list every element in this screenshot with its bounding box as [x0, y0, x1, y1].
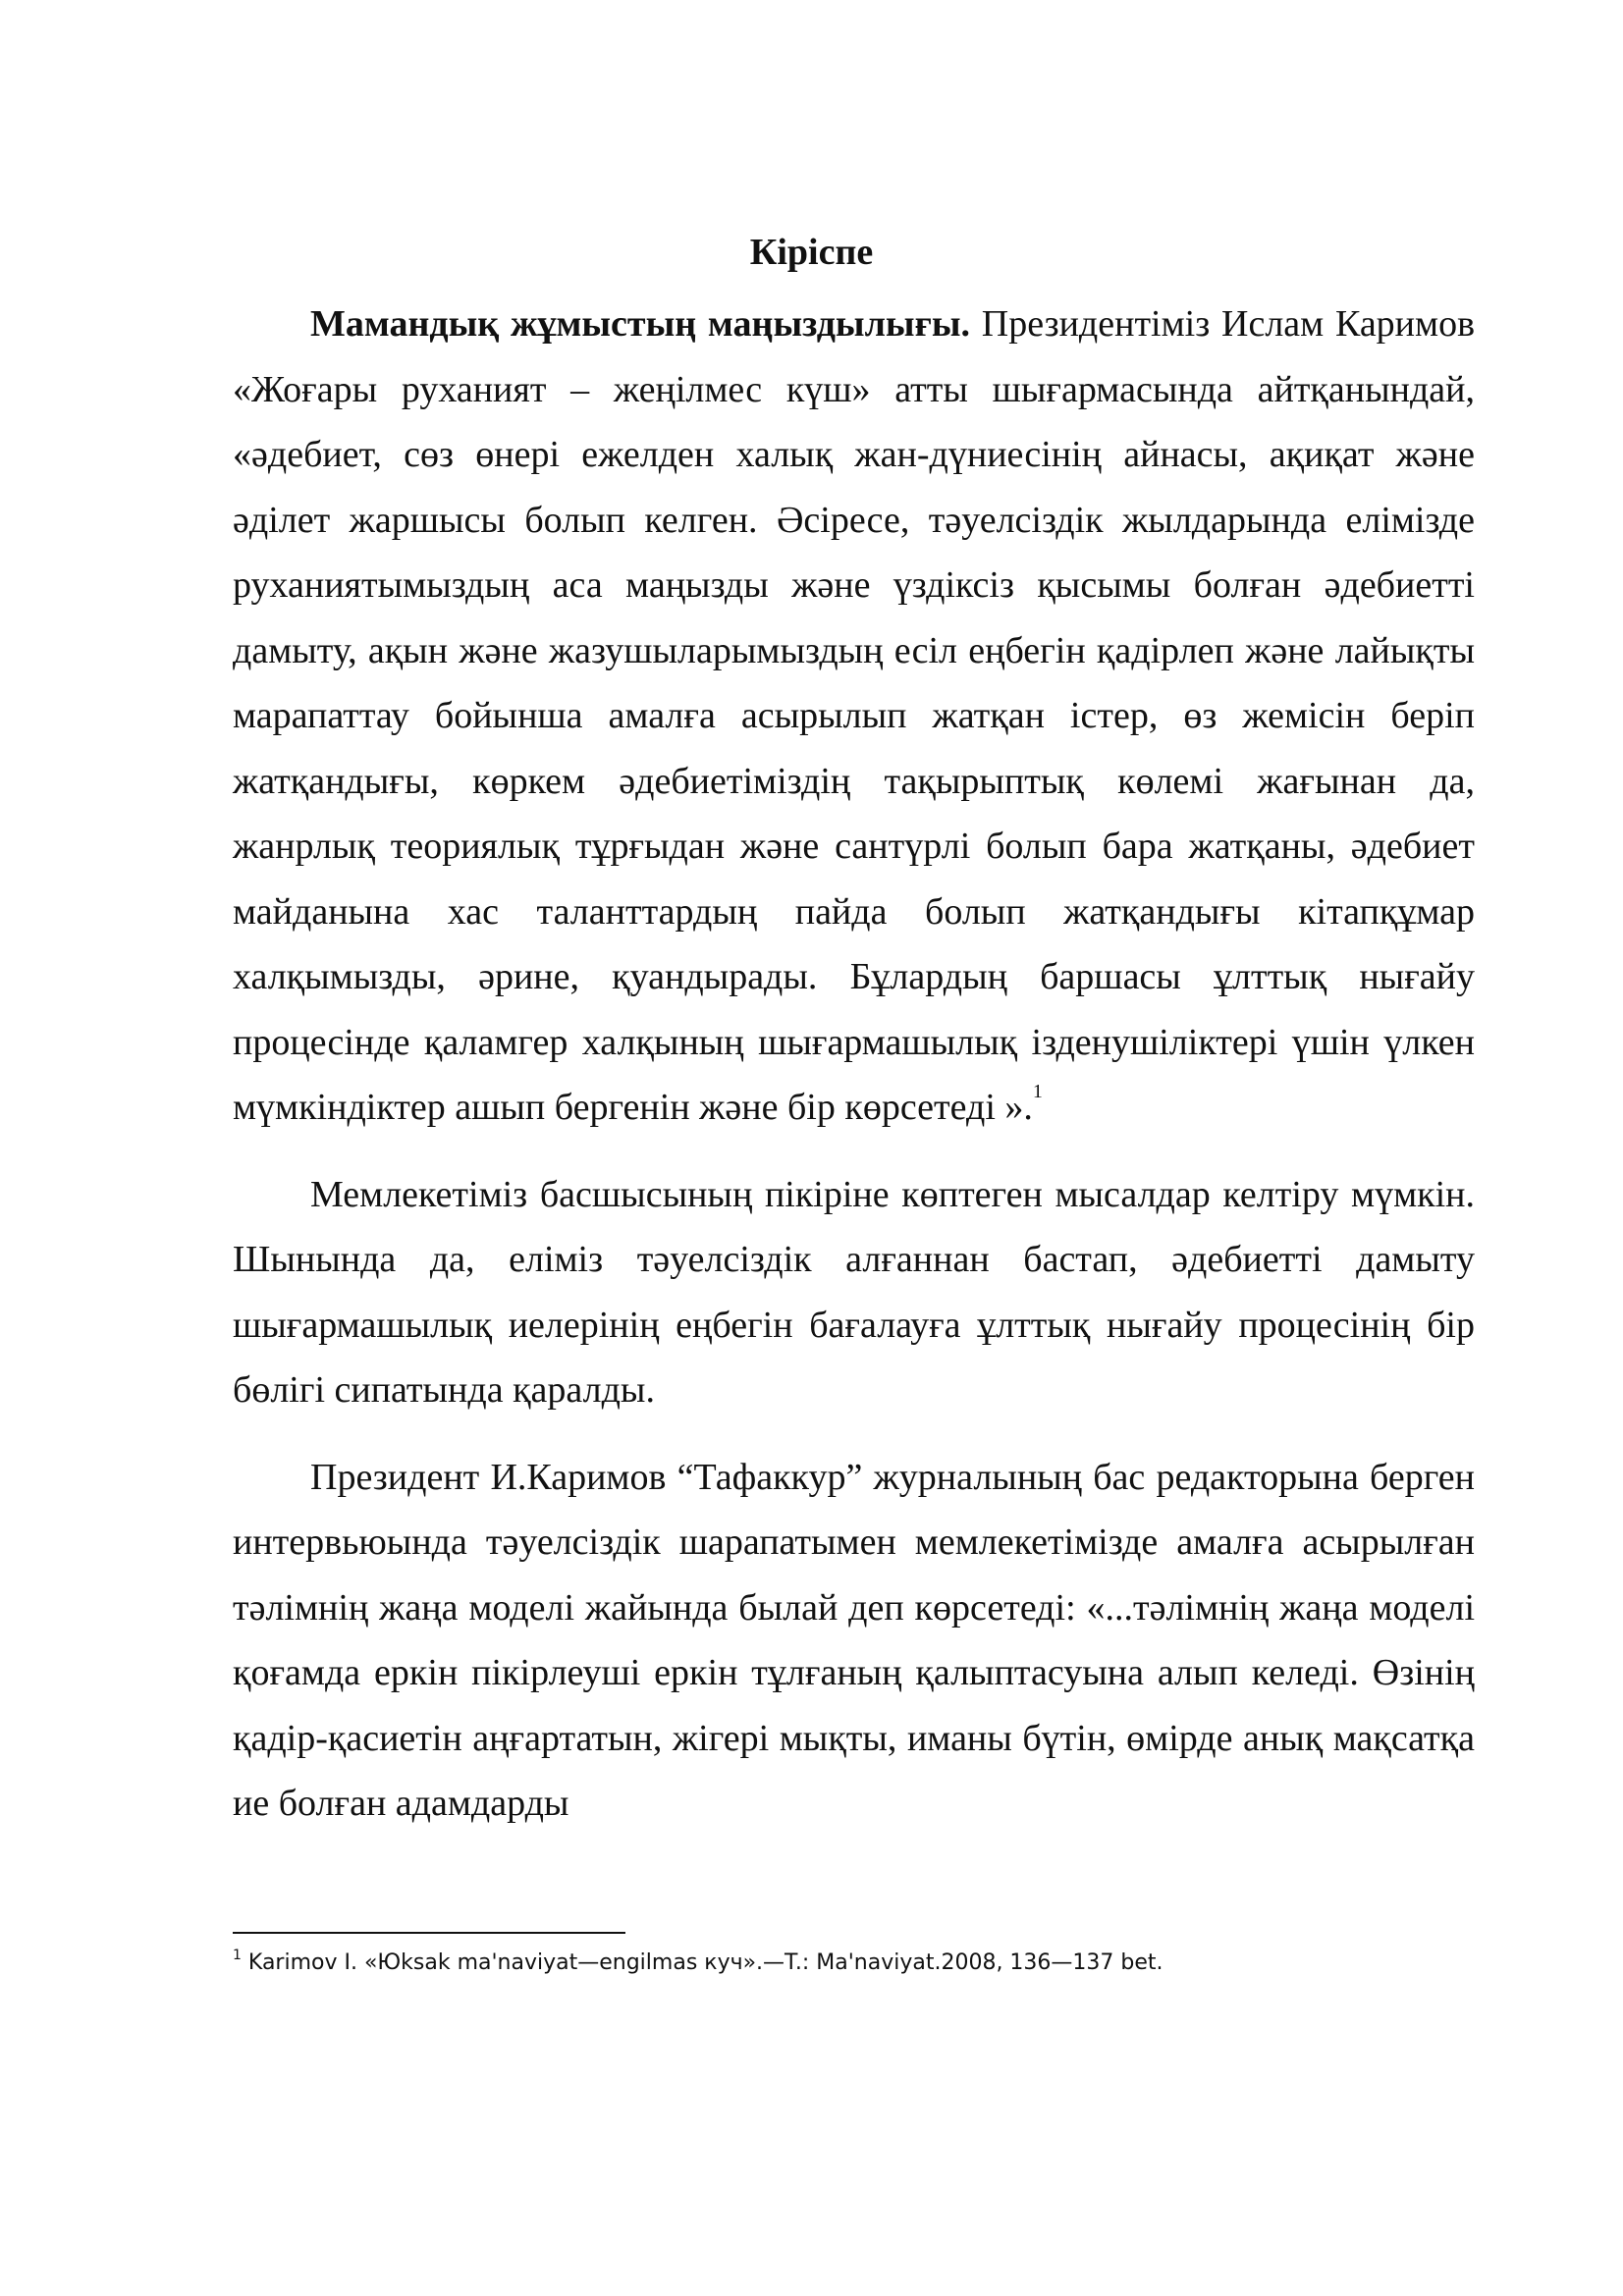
footnote-mark: 1 [233, 1948, 242, 1963]
paragraph-3: Президент И.Каримов “Тафаккур” журналының бас редакторына берген интервьюында тәуелсіздік шарапатымен мемлекетімізде амалға асырылған тәлімнің жаңа моделі жайында былай деп көрсетеді: «...тәлімнің жаңа моделі қоғамда еркін пікірлеуші еркін тұлғаның қалыптасуына алып келеді. Өзінің қадір-қасиетін аңғартатын, жігері мықты, иманы бүтін, өмірде анық мақсатқа ие болған адамдарды [233, 1456, 1475, 1824]
paragraph-1 [233, 292, 1475, 1141]
paragraph-1-text: Президентіміз Ислам Каримов «Жоғары руханият – жеңілмес күш» атты шығармасында айтқанындай, «әдебиет, сөз өнері ежелден халық жан-дүниесінің айнасы, ақиқат және әділет жаршысы болып келген. Әсіресе, тәуелсіздік жылдарында елімізде руханиятымыздың аса маңызды және үздіксіз қысымы болған әдебиетті дамыту, ақын және жазушыларымыздың есіл еңбегін қадірлеп және лайықты марапаттау бойынша амалға асырылып жатқан істер, өз жемісін беріп жатқандығы, көркем әдебиетіміздің тақырыптық көлемі жағынан да, жанрлық теориялық тұрғыдан және сантүрлі болып бара жатқаны, әдебиет майданына хас таланттардың пайда болып жатқандығы кітапқұмар халқымызды, әрине, қуандырады. Бұлардың баршасы ұлттық нығайу процесінде қаламгер халқының шығармашылық ізденушіліктері үшін үлкен мүмкіндіктер ашып бергенін және бір көрсетеді ». [233, 303, 1476, 1128]
footnote-separator [233, 1932, 625, 1934]
footnote-text: Karimov I. «Юksak ma'naviyat—engilmas куч».—T.: Ma'naviyat.2008, 136—137 bet. [241, 1950, 1163, 1975]
section-heading: Кіріспе [749, 232, 874, 273]
paragraph-lead-bold: Мамандық жұмыстың маңыздылығы. [310, 303, 971, 345]
paragraph-2: Мемлекетіміз басшысының пікіріне көптеген мысалдар келтіру мүмкін. Шынында да, еліміз тәуелсіздік алғаннан бастап, әдебиетті дамыту шығармашылық иелерінің еңбегін бағалауға ұлттық нығайу процесінің бір бөлігі сипатында қаралды. [233, 1173, 1475, 1411]
body-text [233, 292, 1475, 1837]
footnote [233, 1949, 1475, 1978]
footnote-reference[interactable]: 1 [1032, 1081, 1043, 1102]
